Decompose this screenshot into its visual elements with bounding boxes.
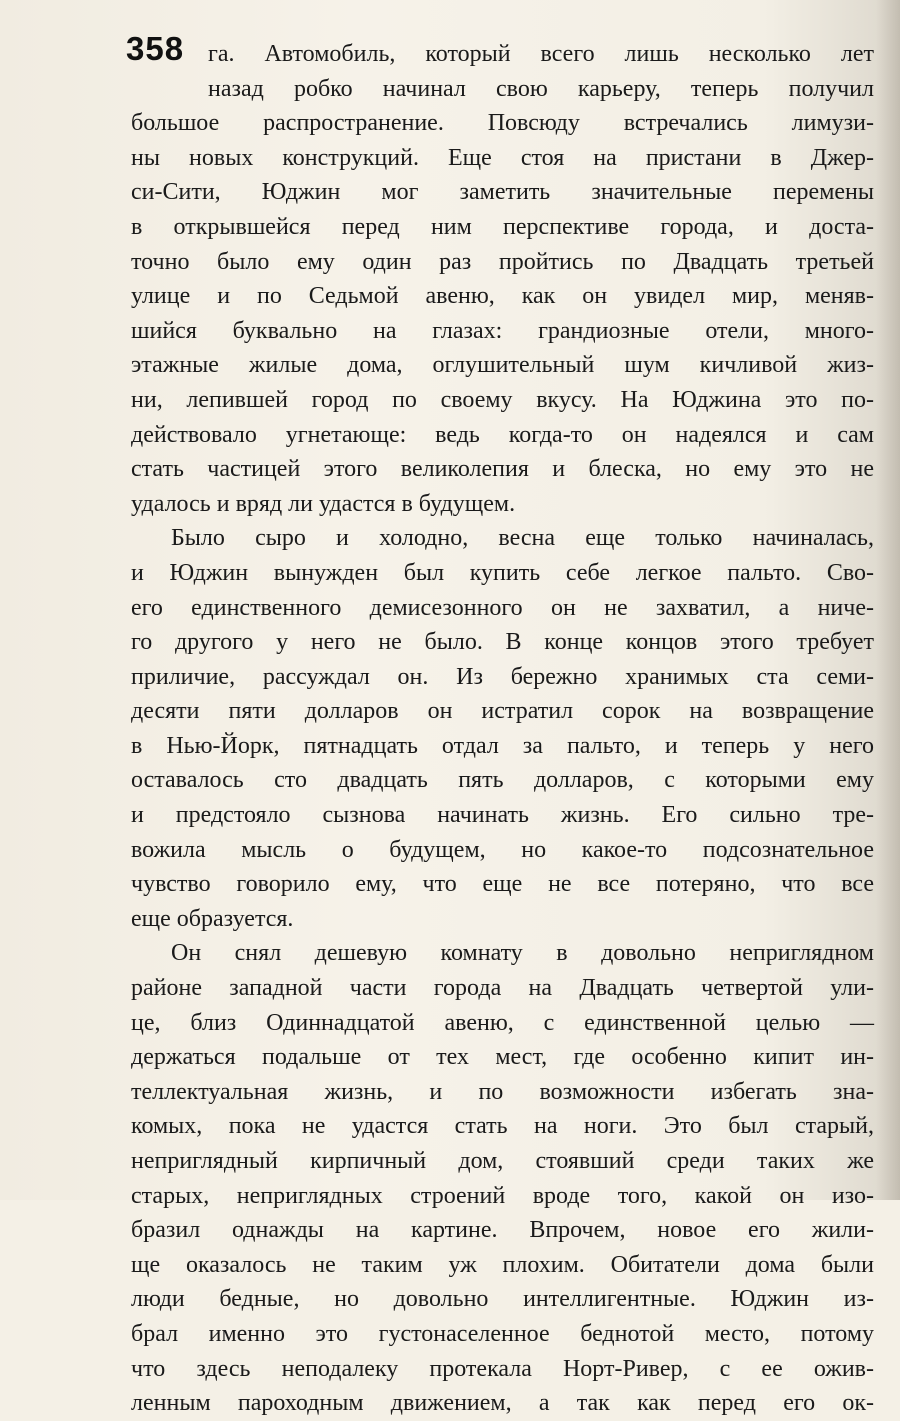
text-line: ленным пароходным движением, а так как перед его ок-	[131, 1390, 874, 1417]
text-line: этажные жилые дома, оглушительный шум кичливой жиз-	[131, 352, 874, 379]
text-line: го другого у него не было. В конце концов этого требует	[131, 629, 874, 656]
text-line: це, близ Одиннадцатой авеню, с единственной целью —	[131, 1009, 874, 1036]
text-line: шийся буквально на глазах: грандиозные отели, много-	[131, 317, 874, 344]
text-line: и предстояло сызнова начинать жизнь. Его сильно тре-	[131, 802, 874, 829]
text-line: десяти пяти долларов он истратил сорок на возвращение	[131, 698, 874, 725]
text-line: и Юджин вынужден был купить себе легкое пальто. Сво-	[131, 559, 874, 586]
text-line: оставалось сто двадцать пять долларов, с которыми ему	[131, 767, 874, 794]
text-line: бразил однажды на картине. Впрочем, новое его жили-	[131, 1217, 874, 1244]
text-line: улице и по Седьмой авеню, как он увидел мир, меняв-	[131, 283, 874, 310]
body-text	[131, 37, 874, 1421]
text-line: ни, лепившей город по своему вкусу. На Юджина это по-	[131, 386, 874, 413]
text-line: вожила мысль о будущем, но какое-то подсознательное	[131, 836, 874, 863]
text-line: комых, пока не удастся стать на ноги. Это был старый,	[131, 1113, 874, 1140]
text-line: стать частицей этого великолепия и блеска, но ему это не	[131, 456, 874, 483]
text-line: неприглядный кирпичный дом, стоявший среди таких же	[131, 1148, 874, 1174]
text-line: люди бедные, но довольно интеллигентные. Юджин из-	[131, 1286, 874, 1313]
text-line: назад робко начинал свою карьеру, теперь получил	[208, 75, 874, 102]
text-line: районе западной части города на Двадцать четвертой ули-	[131, 975, 874, 1002]
text-line: си-Сити, Юджин мог заметить значительные перемены	[131, 179, 874, 206]
text-line: что здесь неподалеку протекала Норт-Ривер, с ее ожив-	[131, 1355, 874, 1382]
page-number: 358	[126, 30, 185, 67]
paragraph-first-line: Было сыро и холодно, весна еще только начиналась,	[171, 525, 874, 552]
text-line: брал именно это густонаселенное беднотой место, потому	[131, 1320, 874, 1347]
text-line: старых, неприглядных строений вроде того, какой он изо-	[131, 1182, 874, 1209]
text-line: его единственного демисезонного он не захватил, а ниче-	[131, 594, 874, 621]
text-line: еще образуется.	[131, 905, 294, 932]
text-line: большое распространение. Повсюду встречались лимузи-	[131, 110, 874, 137]
text-line: держаться подальше от тех мест, где особенно кипит ин-	[131, 1044, 874, 1071]
text-line: удалось и вряд ли удастся в будущем.	[131, 490, 516, 517]
text-line: в открывшейся перед ним перспективе города, и доста-	[131, 213, 874, 240]
text-line: действовало угнетающе: ведь когда-то он надеялся и сам	[131, 421, 874, 448]
text-line: чувство говорило ему, что еще не все потеряно, что все	[131, 871, 874, 898]
text-line: га. Автомобиль, который всего лишь несколько лет	[208, 41, 874, 67]
paragraph-first-line: Он снял дешевую комнату в довольно неприглядном	[171, 940, 874, 967]
text-line: теллектуальная жизнь, и по возможности избегать зна-	[131, 1078, 874, 1105]
text-line: в Нью-Йорк, пятнадцать отдал за пальто, и теперь у него	[131, 732, 874, 759]
text-line: ще оказалось не таким уж плохим. Обитатели дома были	[131, 1251, 874, 1278]
text-line: ны новых конструкций. Еще стоя на пристани в Джер-	[131, 144, 874, 171]
text-line: точно было ему один раз пройтись по Двадцать третьей	[131, 248, 874, 275]
text-line: приличие, рассуждал он. Из бережно хранимых ста семи-	[131, 663, 874, 690]
page-edge-shadow	[876, 0, 900, 1200]
